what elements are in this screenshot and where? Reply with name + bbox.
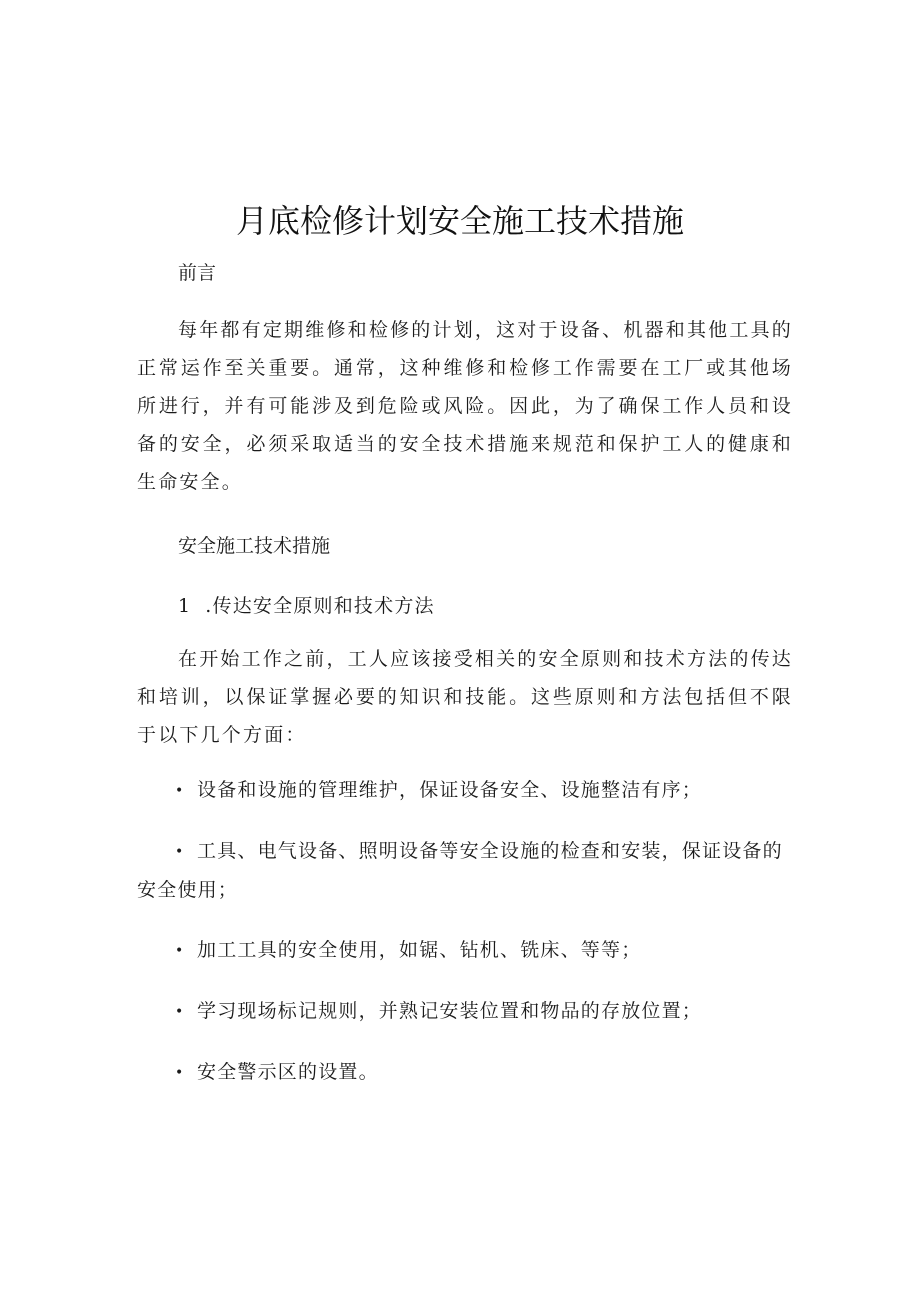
bullet-item [137,992,793,1031]
bullet-dot: • [175,844,185,860]
item-number: 1 [178,595,192,617]
bullet-item [137,771,793,810]
bullet-item [137,832,793,909]
document-body [137,262,793,1092]
bullet-dot: • [175,783,185,799]
section-heading: 安全施工技术措施 [178,535,331,557]
document-title: 月底检修计划安全施工技术措施 [235,202,684,240]
bullet-text: 学习现场标记规则，并熟记安装位置和物品的存放位置； [197,1000,703,1022]
preface-paragraph: 每年都有定期维修和检修的计划，这对于设备、机器和其他工具的正常运作至关重要。通常，这种维修和检修工作需要在工厂或其他场所进行，并有可能涉及到危险或风险。因此，为了确保工作人员和设备的安全，必须采取适当的安全技术措施来规范和保护工人的健康和生命安全。 [137,319,793,493]
bullet-dot: • [175,943,185,959]
numbered-item-1 [178,595,793,617]
preface-heading: 前言 [178,262,217,284]
bullet-text: 安全警示区的设置。 [197,1061,379,1083]
bullet-dot: • [175,1065,185,1081]
bullet-item [137,931,793,970]
bullet-text: 设备和设施的管理维护，保证设备安全、设施整洁有序； [197,779,703,801]
item-title: .传达安全原则和技术方法 [205,595,435,617]
item1-paragraph: 在开始工作之前，工人应该接受相关的安全原则和技术方法的传达和培训，以保证掌握必要的知识和技能。这些原则和方法包括但不限于以下几个方面： [137,648,793,746]
bullet-text: 工具、电气设备、照明设备等安全设施的检查和安装，保证设备的安全使用； [137,840,783,901]
bullet-item [137,1053,793,1092]
bullet-dot: • [175,1004,185,1020]
bullet-text: 加工工具的安全使用，如锯、钻机、铣床、等等； [197,939,642,961]
